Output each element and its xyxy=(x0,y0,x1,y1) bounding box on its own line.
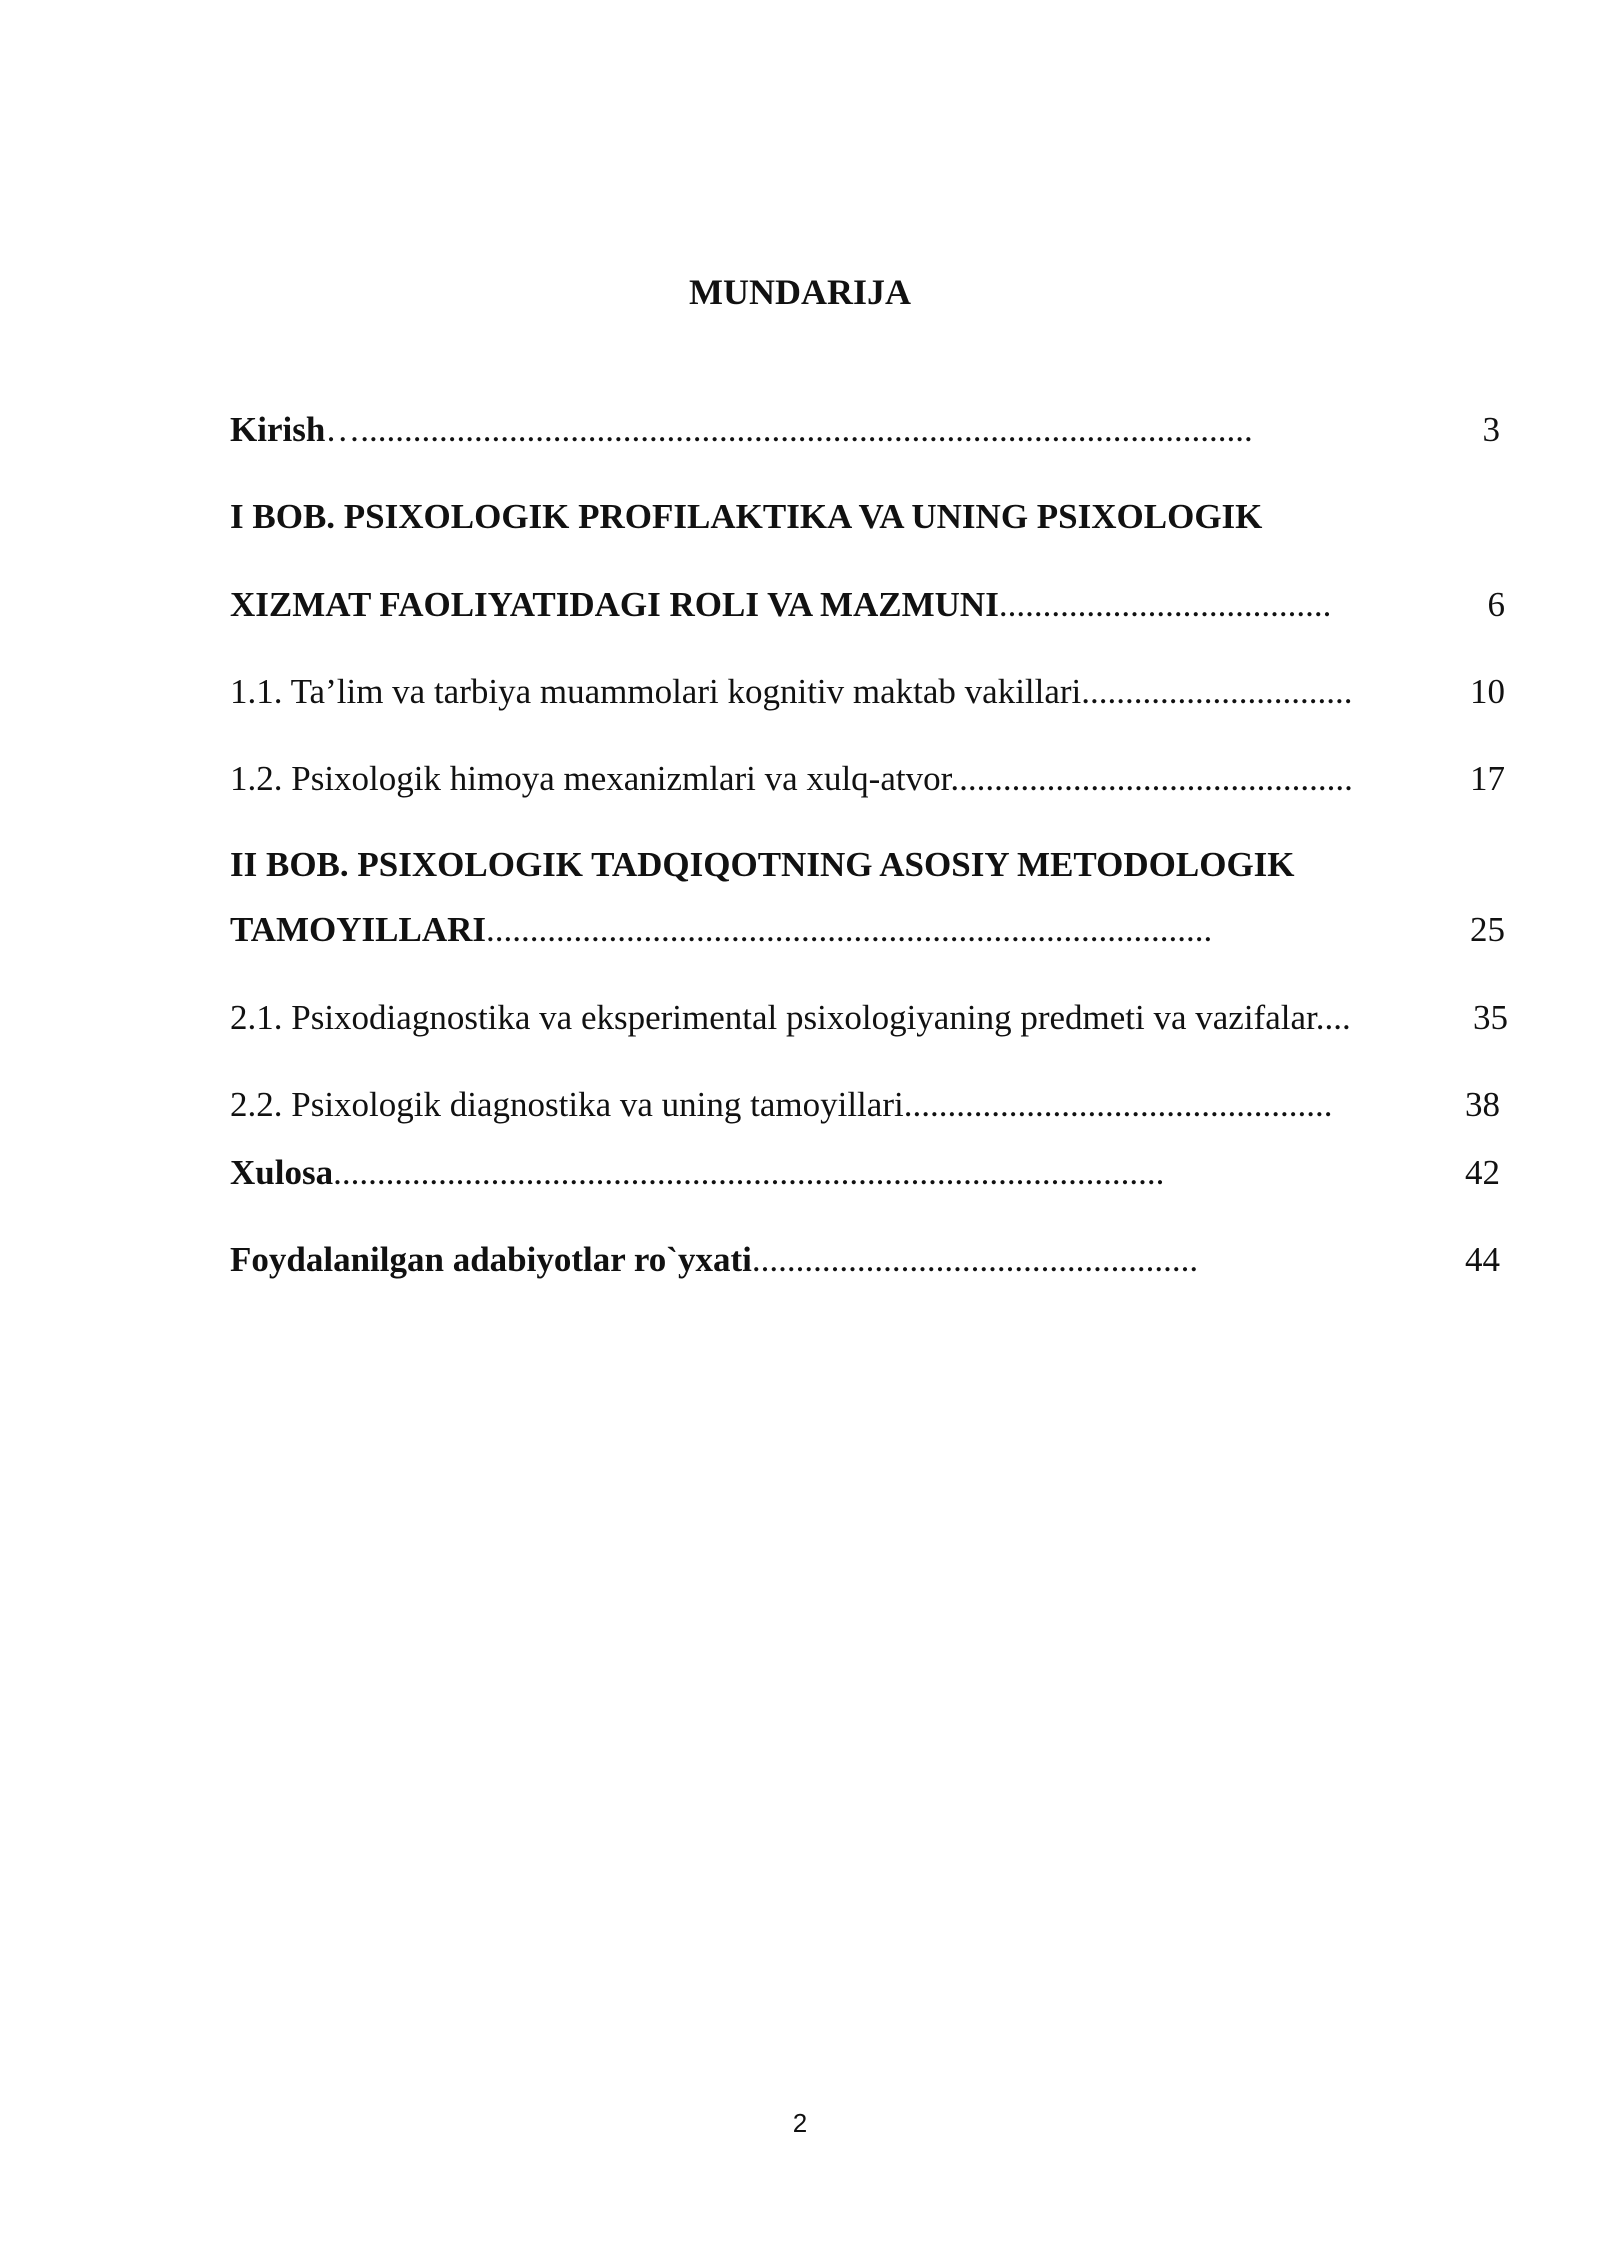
toc-entry-page: 42 xyxy=(1465,1153,1500,1192)
toc-entry-label: Xulosa xyxy=(230,1153,334,1192)
toc-leader-dots: ................................................. xyxy=(903,1085,1333,1124)
toc-leader-dots: ................................................................................... xyxy=(486,910,1213,949)
toc-entry-label: II BOB. PSIXOLOGIK TADQIQOTNING ASOSIY METODOLOGIK xyxy=(230,845,1295,884)
toc-entry-1-1[interactable] xyxy=(230,667,1520,717)
toc-entry-chapter-2-line-1[interactable] xyxy=(230,840,1520,890)
toc-entry-adabiyotlar[interactable] xyxy=(230,1235,1520,1285)
toc-entry-2-2[interactable] xyxy=(230,1080,1520,1130)
toc-entry-label: 1.2. Psixologik himoya mexanizmlari va xulq-atvor xyxy=(230,759,951,798)
toc-entry-1-2[interactable] xyxy=(230,754,1520,804)
page-number: 2 xyxy=(792,2108,808,2138)
toc-entry-label: XIZMAT FAOLIYATIDAGI ROLI VA MAZMUNI xyxy=(230,585,999,624)
toc-entry-chapter-2[interactable] xyxy=(230,905,1520,955)
toc-entry-page: 3 xyxy=(1482,410,1500,449)
toc-leader-dots: .... xyxy=(1315,998,1351,1037)
toc-leader-dots: ................................................... xyxy=(751,1240,1199,1279)
toc-entry-chapter-1-line-1[interactable] xyxy=(230,492,1520,542)
page-title: MUNDARIJA xyxy=(689,272,911,312)
toc-entry-label: 1.1. Ta’lim va tarbiya muammolari kognitiv maktab vakillari xyxy=(230,672,1082,711)
toc-entry-label: TAMOYILLARI xyxy=(230,910,487,949)
toc-leader-dots: …...................................................................................................... xyxy=(325,410,1253,449)
toc-leader-dots: ............................... xyxy=(1081,672,1353,711)
toc-leader-dots: ...................................... xyxy=(998,585,1332,624)
toc-entry-label: I BOB. PSIXOLOGIK PROFILAKTIKA VA UNING PSIXOLOGIK xyxy=(230,497,1263,536)
toc-entry-page: 17 xyxy=(1470,759,1505,798)
toc-entry-xulosa[interactable] xyxy=(230,1148,1520,1198)
toc-entry-2-1[interactable] xyxy=(230,993,1520,1043)
toc-entry-label: Kirish xyxy=(230,410,326,449)
toc-entry-page: 44 xyxy=(1465,1240,1500,1279)
toc-entry-label: 2.2. Psixologik diagnostika va uning tamoyillari xyxy=(230,1085,904,1124)
toc-entry-label: 2.1. Psixodiagnostika va eksperimental psixologiyaning predmeti va vazifalar xyxy=(230,998,1316,1037)
toc-entry-kirish[interactable] xyxy=(230,405,1520,455)
toc-leader-dots: ............................................................................................... xyxy=(333,1153,1165,1192)
toc-entry-page: 35 xyxy=(1473,998,1508,1037)
toc-entry-page: 10 xyxy=(1470,672,1505,711)
toc-leader-dots: .............................................. xyxy=(950,759,1353,798)
toc-entry-page: 6 xyxy=(1487,585,1505,624)
toc-entry-page: 25 xyxy=(1470,910,1505,949)
toc-entry-chapter-1[interactable] xyxy=(230,580,1520,630)
toc-entry-label: Foydalanilgan adabiyotlar ro`yxati xyxy=(230,1240,752,1279)
toc-entry-page: 38 xyxy=(1465,1085,1500,1124)
